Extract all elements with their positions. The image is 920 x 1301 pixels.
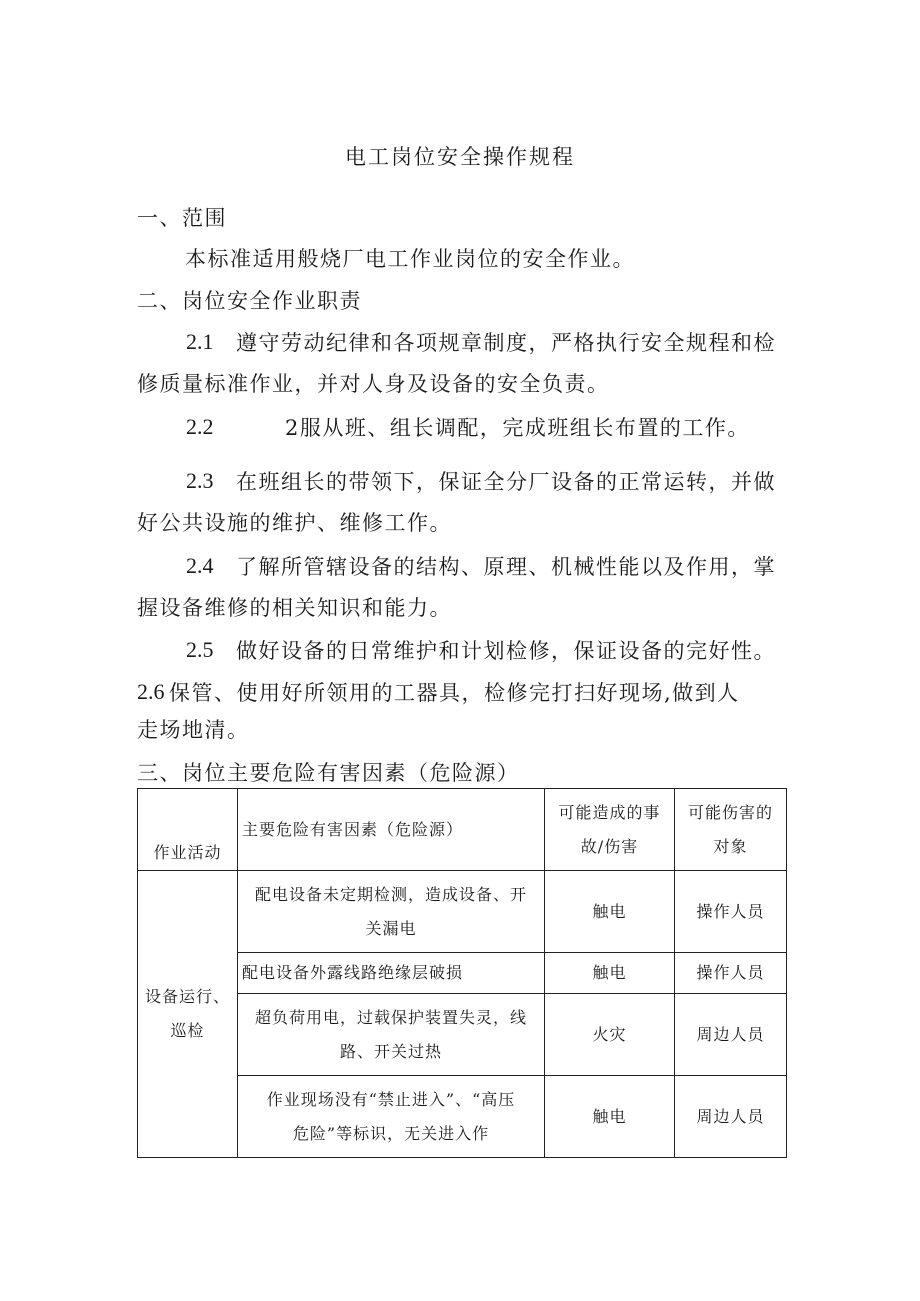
section-1-body: 本标准适用般烧厂电工作业岗位的安全作业。	[185, 247, 635, 271]
item-2-1-line-1: 遵守劳动纪律和各项规章制度，严格执行安全规程和检	[236, 331, 776, 355]
accident-cell: 触电	[545, 871, 675, 953]
header-target: 可能伤害的 对象	[675, 789, 787, 871]
page-title: 电工岗位安全操作规程	[345, 145, 575, 169]
item-2-3-number: 2.3	[186, 468, 214, 493]
item-2-3-line-1: 在班组长的带领下，保证全分厂设备的正常运转，并做	[236, 470, 776, 494]
section-3-heading: 三、岗位主要危险有害因素（危险源）	[137, 761, 520, 785]
item-2-2-line-1: 2服从班、组长调配，完成班组长布置的工作。	[285, 416, 750, 440]
item-2-4-number: 2.4	[186, 553, 214, 578]
item-2-1-line-2: 修质量标准作业，并对人身及设备的安全负责。	[137, 372, 610, 396]
hazard-cell: 超负荷用电，过载保护装置失灵，线 路、开关过热	[238, 994, 545, 1076]
item-2-4-line-1: 了解所管辖设备的结构、原理、机械性能以及作用，掌	[236, 555, 776, 579]
item-2-5-line-1: 做好设备的日常维护和计划检修，保证设备的完好性。	[236, 639, 776, 663]
section-1-heading: 一、范围	[137, 206, 227, 230]
hazard-cell: 配电设备未定期检测，造成设备、开 关漏电	[238, 871, 545, 953]
section-2-heading: 二、岗位安全作业职责	[137, 289, 362, 313]
item-2-6-number: 2.6	[137, 679, 165, 704]
item-2-5-number: 2.5	[186, 637, 214, 662]
header-activity: 作业活动	[138, 789, 238, 871]
header-hazard: 主要危险有害因素（危险源）	[238, 789, 545, 871]
hazard-table	[137, 788, 787, 1158]
item-2-6-line-2: 走场地清。	[137, 718, 250, 742]
item-2-4-line-2: 握设备维修的相关知识和能力。	[137, 596, 452, 620]
activity-cell: 设备运行、 巡检	[138, 871, 238, 1158]
table-header-row	[138, 789, 787, 871]
target-cell: 周边人员	[675, 994, 787, 1076]
hazard-cell: 作业现场没有“禁止进入”、“高压 危险”等标识，无关进入作	[238, 1076, 545, 1158]
accident-cell: 火灾	[545, 994, 675, 1076]
accident-cell: 触电	[545, 953, 675, 994]
target-cell: 操作人员	[675, 953, 787, 994]
item-2-6-line-1: 保管、使用好所领用的工器具，检修完打扫好现场,做到人	[169, 681, 740, 705]
accident-cell: 触电	[545, 1076, 675, 1158]
item-2-3-line-2: 好公共设施的维护、维修工作。	[137, 511, 452, 535]
header-accident: 可能造成的事 故/伤害	[545, 789, 675, 871]
hazard-cell: 配电设备外露线路绝缘层破损	[238, 953, 545, 994]
table-row	[138, 871, 787, 953]
item-2-2-number: 2.2	[186, 414, 214, 439]
item-2-1-number: 2.1	[186, 329, 214, 354]
target-cell: 周边人员	[675, 1076, 787, 1158]
target-cell: 操作人员	[675, 871, 787, 953]
